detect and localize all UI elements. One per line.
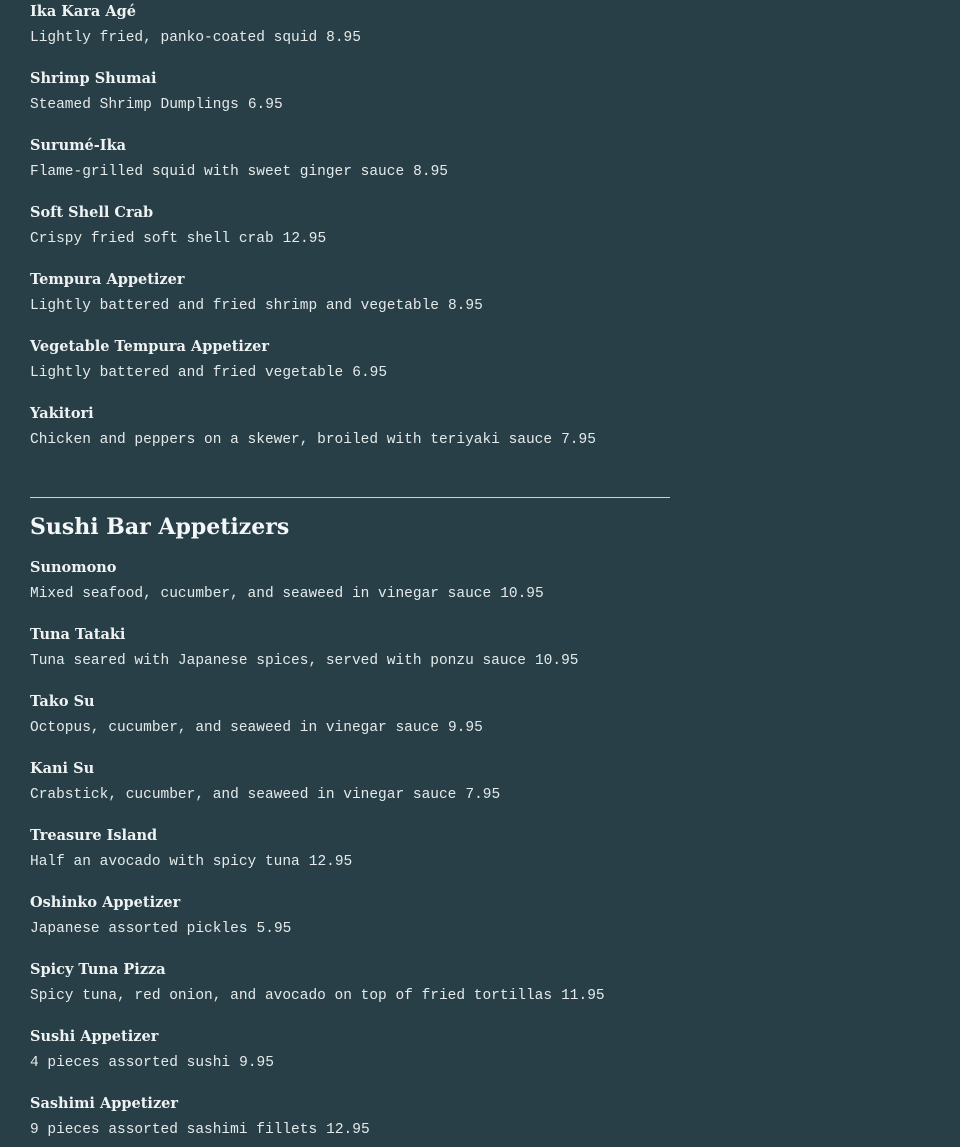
menu-item-price: 8.95 <box>413 164 448 180</box>
menu-item-name: Tuna Tataki <box>30 626 126 643</box>
menu-item <box>30 1092 930 1147</box>
menu-item-description: Half an avocado with spicy tuna <box>30 854 300 870</box>
menu-item-name: Spicy Tuna Pizza <box>30 961 166 978</box>
menu-item-name: Shrimp Shumai <box>30 70 157 87</box>
menu-item-details <box>30 1116 930 1140</box>
menu-item-price: 12.95 <box>326 1122 370 1138</box>
kitchen-appetizers-list <box>30 0 930 469</box>
menu-item-details <box>30 91 930 115</box>
menu-item-name: Treasure Island <box>30 827 158 844</box>
menu-item-description: Crabstick, cucumber, and seaweed in vinegar sauce <box>30 787 457 803</box>
menu-item-price: 10.95 <box>500 586 544 602</box>
menu-item-details <box>30 647 930 671</box>
menu-item-details <box>30 426 930 450</box>
menu-item-description: Tuna seared with Japanese spices, served with ponzu sauce <box>30 653 526 669</box>
menu-item-details <box>30 848 930 872</box>
sushi-bar-appetizers-list <box>30 556 930 1147</box>
menu-item-name: Sushi Appetizer <box>30 1028 159 1045</box>
menu-item <box>30 623 930 690</box>
menu-item <box>30 824 930 891</box>
menu-item <box>30 67 930 134</box>
menu-item-description: Flame-grilled squid with sweet ginger sauce <box>30 164 405 180</box>
menu-item-description: Mixed seafood, cucumber, and seaweed in vinegar sauce <box>30 586 492 602</box>
menu-item-name: Surumé-Ika <box>30 137 127 154</box>
menu-item <box>30 891 930 958</box>
menu-item-details <box>30 781 930 805</box>
menu-item-price: 12.95 <box>308 854 353 870</box>
menu-item <box>30 556 930 623</box>
menu-item-details <box>30 714 930 738</box>
menu-item-price: 7.95 <box>561 432 596 448</box>
menu-item-name: Soft Shell Crab <box>30 204 154 221</box>
menu-item-description: Lightly battered and fried vegetable <box>30 365 344 381</box>
menu-item-description: Lightly fried, panko-coated squid <box>30 30 318 46</box>
menu-page <box>30 0 930 1147</box>
menu-item-description: Steamed Shrimp Dumplings <box>30 97 239 113</box>
menu-item-details <box>30 1049 930 1073</box>
menu-item-description: Crispy fried soft shell crab <box>30 231 274 247</box>
menu-item-price: 7.95 <box>465 787 501 803</box>
menu-item-description: 9 pieces assorted sashimi fillets <box>30 1122 318 1138</box>
menu-item-price: 6.95 <box>247 97 283 113</box>
menu-item-price: 9.95 <box>447 720 483 736</box>
menu-item-details <box>30 915 930 939</box>
menu-item-name: Kani Su <box>30 760 95 777</box>
menu-item-description: Chicken and peppers on a skewer, broiled with teriyaki sauce <box>30 432 553 448</box>
menu-item-price: 5.95 <box>256 921 292 937</box>
menu-item-details <box>30 359 930 383</box>
menu-item-name: Sashimi Appetizer <box>30 1095 179 1112</box>
menu-item-description: Lightly battered and fried shrimp and vegetable <box>30 298 439 314</box>
menu-item-description: Spicy tuna, red onion, and avocado on top of fried tortillas <box>30 988 553 1004</box>
menu-item-details <box>30 158 930 182</box>
menu-item <box>30 958 930 1025</box>
section-spacer <box>30 469 930 497</box>
menu-item-price: 9.95 <box>239 1055 274 1071</box>
menu-item-description: Octopus, cucumber, and seaweed in vinegar sauce <box>30 720 439 736</box>
menu-item-price: 8.95 <box>326 30 361 46</box>
menu-item <box>30 201 930 268</box>
section-divider <box>30 497 670 498</box>
menu-item <box>30 1025 930 1092</box>
menu-item <box>30 268 930 335</box>
menu-item <box>30 335 930 402</box>
menu-item <box>30 690 930 757</box>
menu-item-price: 11.95 <box>561 988 605 1004</box>
section-title: Sushi Bar Appetizers <box>30 514 290 540</box>
menu-item-name: Oshinko Appetizer <box>30 894 181 911</box>
menu-item-price: 12.95 <box>282 231 327 247</box>
menu-item-name: Tempura Appetizer <box>30 271 185 288</box>
menu-item-price: 8.95 <box>447 298 483 314</box>
menu-item-details <box>30 982 930 1006</box>
menu-item-name: Sunomono <box>30 559 117 576</box>
menu-item <box>30 0 930 67</box>
menu-item-name: Tako Su <box>30 693 95 710</box>
menu-item-name: Vegetable Tempura Appetizer <box>30 338 270 355</box>
menu-item-name: Ika Kara Agé <box>30 3 136 20</box>
menu-item-description: 4 pieces assorted sushi <box>30 1055 231 1071</box>
menu-item <box>30 402 930 469</box>
menu-item <box>30 134 930 201</box>
menu-item <box>30 757 930 824</box>
menu-item-name: Yakitori <box>30 405 94 422</box>
menu-item-price: 6.95 <box>352 365 388 381</box>
menu-item-details <box>30 292 930 316</box>
menu-item-details <box>30 24 930 48</box>
menu-item-details <box>30 580 930 604</box>
menu-item-details <box>30 225 930 249</box>
menu-item-description: Japanese assorted pickles <box>30 921 248 937</box>
menu-item-price: 10.95 <box>534 653 579 669</box>
